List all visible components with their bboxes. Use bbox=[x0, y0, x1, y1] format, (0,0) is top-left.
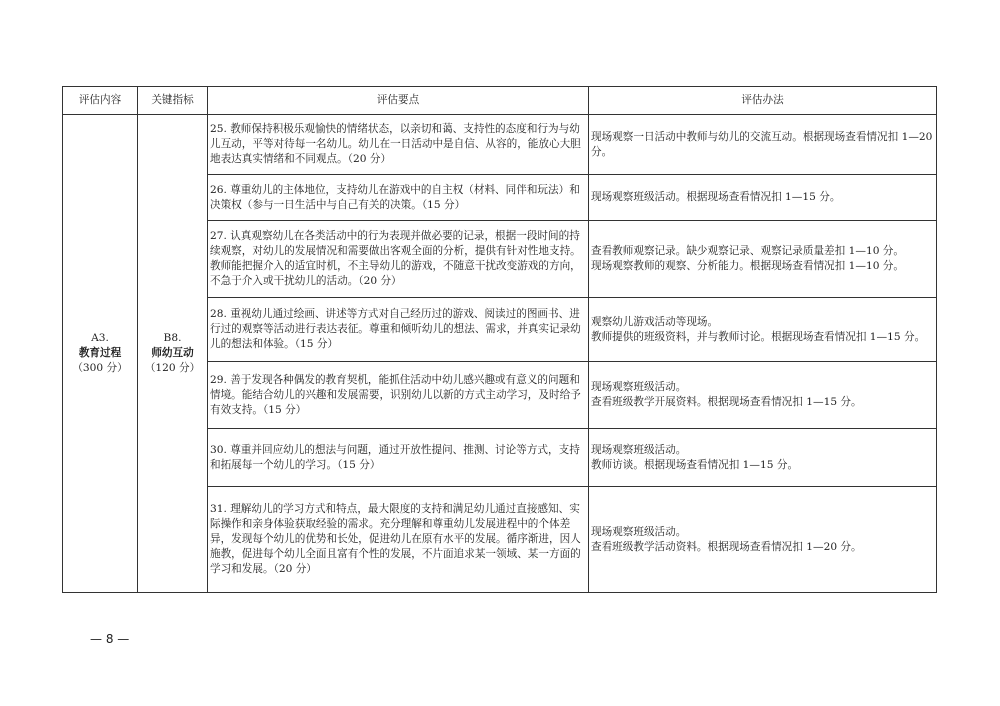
method-line: 观察幼儿游戏活动等现场。 bbox=[591, 315, 719, 328]
method-line: 现场观察班级活动。 bbox=[591, 525, 687, 538]
indicator-name: 师幼互动 bbox=[151, 347, 194, 359]
table-row bbox=[63, 115, 937, 175]
point-cell: 30. 尊重并回应幼儿的想法与问题，通过开放性提问、推测、讨论等方式，支持和拓展每一个幼儿的学习。（15 分） bbox=[208, 429, 589, 487]
evaluation-table bbox=[62, 86, 937, 593]
method-line: 教师提供的班级资料，并与教师讨论。根据现场查看情况扣 1—15 分。 bbox=[591, 330, 926, 343]
header-content: 评估内容 bbox=[63, 87, 138, 115]
method-cell bbox=[589, 175, 937, 221]
point-cell: 29. 善于发现各种偶发的教育契机，能抓住活动中幼儿感兴趣或有意义的问题和情境。能结合幼儿的兴趣和发展需要，识别幼儿以新的方式主动学习，及时给予有效支持。（15 分） bbox=[208, 362, 589, 429]
point-cell: 31. 理解幼儿的学习方式和特点，最大限度的支持和满足幼儿通过直接感知、实际操作和亲身体验获取经验的需求。充分理解和尊重幼儿发展进程中的个体差异，发现每个幼儿的优势和长处，促进幼儿在原有水平的发展。循序渐进，因人施教，促进每个幼儿全面且富有个性的发展，不片面追求某一领域、某一方面的学习和发展。（20 分） bbox=[208, 487, 589, 593]
point-cell: 28. 重视幼儿通过绘画、讲述等方式对自己经历过的游戏、阅读过的图画书、进行过的观察等活动进行表达表征。尊重和倾听幼儿的想法、需求，并真实记录幼儿的想法和体验。（15 分） bbox=[208, 298, 589, 362]
method-line: 查看班级教学活动资料。根据现场查看情况扣 1—20 分。 bbox=[591, 540, 862, 553]
header-method: 评估办法 bbox=[589, 87, 937, 115]
method-cell bbox=[589, 115, 937, 175]
content-score: （300 分） bbox=[72, 362, 128, 374]
method-line: 查看班级教学开展资料。根据现场查看情况扣 1—15 分。 bbox=[591, 396, 862, 408]
content-name: 教育过程 bbox=[78, 347, 122, 359]
method-line: 查看教师观察记录。缺少观察记录、观察记录质量差扣 1—10 分。 bbox=[591, 245, 904, 257]
page-number: — 8 — bbox=[90, 632, 130, 646]
method-cell bbox=[589, 487, 937, 593]
method-cell bbox=[589, 429, 937, 487]
point-cell: 27. 认真观察幼儿在各类活动中的行为表现并做必要的记录，根据一段时间的持续观察，对幼儿的发展情况和需要做出客观全面的分析，提供有针对性地支持。教师能把握介入的适宜时机，不主导幼儿的游戏，不随意干扰改变游戏的方向，不急于介入或干扰幼儿的活动。（20 分） bbox=[208, 221, 589, 298]
point-cell: 26. 尊重幼儿的主体地位，支持幼儿在游戏中的自主权（材料、同伴和玩法）和决策权（参与一日生活中与自己有关的决策。（15 分） bbox=[208, 175, 589, 221]
method-line: 教师访谈。根据现场查看情况扣 1—15 分。 bbox=[591, 458, 799, 471]
point-cell: 25. 教师保持积极乐观愉快的情绪状态，以亲切和蔼、支持性的态度和行为与幼儿互动，平等对待每一名幼儿。幼儿在一日活动中是自信、从容的，能放心大胆地表达真实情绪和不同观点。（20 分） bbox=[208, 115, 589, 175]
method-cell bbox=[589, 298, 937, 362]
method-cell bbox=[589, 221, 937, 298]
indicator-score: （120 分） bbox=[144, 362, 201, 374]
content-cell bbox=[63, 115, 138, 593]
content-code: A3. bbox=[91, 332, 109, 344]
method-line: 现场观察教师的观察、分析能力。根据现场查看情况扣 1—10 分。 bbox=[591, 260, 904, 272]
header-row bbox=[63, 87, 937, 115]
indicator-cell bbox=[138, 115, 208, 593]
method-line: 现场观察班级活动。根据现场查看情况扣 1—15 分。 bbox=[591, 191, 841, 203]
method-line: 现场观察班级活动。 bbox=[591, 381, 687, 393]
method-line: 现场观察一日活动中教师与幼儿的交流互动。根据现场查看情况扣 1—20 分。 bbox=[591, 130, 933, 158]
header-indicator: 关键指标 bbox=[138, 87, 208, 115]
method-line: 现场观察班级活动。 bbox=[591, 443, 687, 456]
indicator-code: B8. bbox=[163, 332, 182, 344]
header-points: 评估要点 bbox=[208, 87, 589, 115]
method-cell bbox=[589, 362, 937, 429]
